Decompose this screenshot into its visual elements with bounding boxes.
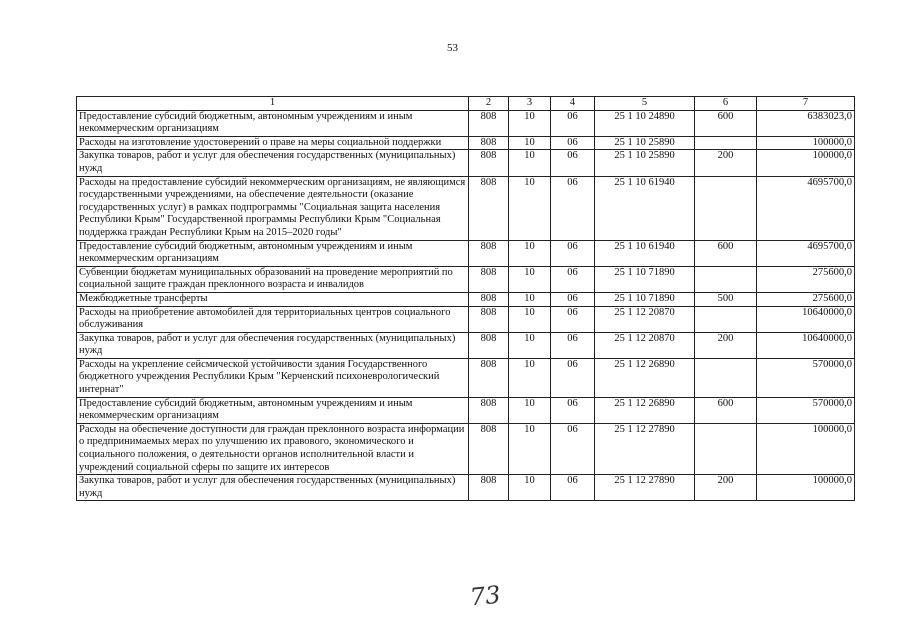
expense-type-code: 200: [695, 332, 757, 358]
table-row: [77, 292, 855, 306]
header-cell: 7: [757, 97, 855, 111]
expense-name: Закупка товаров, работ и услуг для обеспечения государственных (муниципальных) нужд: [77, 475, 469, 501]
expense-type-code: 600: [695, 110, 757, 136]
section-code: 10: [509, 423, 551, 474]
expense-type-code: 500: [695, 292, 757, 306]
ministry-code: 808: [469, 266, 509, 292]
table-row: [77, 475, 855, 501]
handwritten-page-number: 73: [468, 580, 502, 612]
header-row: [77, 97, 855, 111]
subsection-code: 06: [551, 358, 595, 397]
amount: 275600,0: [757, 266, 855, 292]
ministry-code: 808: [469, 423, 509, 474]
expense-name: Субвенции бюджетам муниципальных образований на проведение мероприятий по социальной защите граждан преклонного возраста и инвалидов: [77, 266, 469, 292]
page-number: 53: [447, 42, 458, 54]
expense-name: Закупка товаров, работ и услуг для обеспечения государственных (муниципальных) нужд: [77, 332, 469, 358]
section-code: 10: [509, 240, 551, 266]
section-code: 10: [509, 110, 551, 136]
subsection-code: 06: [551, 136, 595, 150]
amount: 275600,0: [757, 292, 855, 306]
table-row: [77, 397, 855, 423]
target-article-code: 25 1 10 25890: [595, 150, 695, 176]
expense-type-code: [695, 136, 757, 150]
amount: 4695700,0: [757, 240, 855, 266]
expense-type-code: [695, 176, 757, 240]
subsection-code: 06: [551, 176, 595, 240]
expense-type-code: [695, 306, 757, 332]
table-row: [77, 423, 855, 474]
section-code: 10: [509, 292, 551, 306]
amount: 100000,0: [757, 150, 855, 176]
ministry-code: 808: [469, 136, 509, 150]
expense-type-code: [695, 358, 757, 397]
table-row: [77, 332, 855, 358]
expense-name: Расходы на приобретение автомобилей для территориальных центров социального обслуживания: [77, 306, 469, 332]
amount: 6383023,0: [757, 110, 855, 136]
table-row: [77, 266, 855, 292]
header-cell: 1: [77, 97, 469, 111]
subsection-code: 06: [551, 110, 595, 136]
expense-name: Расходы на укрепление сейсмической устойчивости здания Государственного бюджетного учреждения Республики Крым "Керченский психоневрологический интернат": [77, 358, 469, 397]
amount: 570000,0: [757, 397, 855, 423]
ministry-code: 808: [469, 397, 509, 423]
ministry-code: 808: [469, 176, 509, 240]
header-cell: 3: [509, 97, 551, 111]
target-article-code: 25 1 12 26890: [595, 397, 695, 423]
amount: 10640000,0: [757, 332, 855, 358]
section-code: 10: [509, 136, 551, 150]
table-row: [77, 136, 855, 150]
subsection-code: 06: [551, 292, 595, 306]
expense-type-code: 200: [695, 150, 757, 176]
amount: 100000,0: [757, 475, 855, 501]
ministry-code: 808: [469, 358, 509, 397]
target-article-code: 25 1 12 20870: [595, 332, 695, 358]
expense-type-code: 600: [695, 240, 757, 266]
target-article-code: 25 1 10 25890: [595, 136, 695, 150]
target-article-code: 25 1 10 61940: [595, 176, 695, 240]
ministry-code: 808: [469, 110, 509, 136]
section-code: 10: [509, 397, 551, 423]
header-cell: 5: [595, 97, 695, 111]
section-code: 10: [509, 475, 551, 501]
section-code: 10: [509, 306, 551, 332]
target-article-code: 25 1 12 26890: [595, 358, 695, 397]
target-article-code: 25 1 10 71890: [595, 266, 695, 292]
subsection-code: 06: [551, 475, 595, 501]
expense-name: Межбюджетные трансферты: [77, 292, 469, 306]
expense-type-code: 600: [695, 397, 757, 423]
table-row: [77, 110, 855, 136]
subsection-code: 06: [551, 423, 595, 474]
amount: 10640000,0: [757, 306, 855, 332]
budget-table: [76, 96, 855, 501]
ministry-code: 808: [469, 292, 509, 306]
expense-type-code: [695, 266, 757, 292]
subsection-code: 06: [551, 266, 595, 292]
section-code: 10: [509, 150, 551, 176]
target-article-code: 25 1 10 71890: [595, 292, 695, 306]
expense-name: Расходы на предоставление субсидий некоммерческим организациям, не являющимся государственными учреждениями, на обеспечение деятельности (оказание государственных услуг) в рамках подпрограммы "Социальная защита населения Республики Крым" Государственной программы Республики Крым "Социальная поддержка граждан Республики Крым на 2015–2020 годы": [77, 176, 469, 240]
expense-type-code: 200: [695, 475, 757, 501]
section-code: 10: [509, 358, 551, 397]
ministry-code: 808: [469, 332, 509, 358]
section-code: 10: [509, 266, 551, 292]
ministry-code: 808: [469, 475, 509, 501]
target-article-code: 25 1 12 20870: [595, 306, 695, 332]
subsection-code: 06: [551, 150, 595, 176]
ministry-code: 808: [469, 150, 509, 176]
expense-name: Предоставление субсидий бюджетным, автономным учреждениям и иным некоммерческим организациям: [77, 110, 469, 136]
header-cell: 4: [551, 97, 595, 111]
target-article-code: 25 1 10 24890: [595, 110, 695, 136]
table-row: [77, 176, 855, 240]
subsection-code: 06: [551, 240, 595, 266]
amount: 100000,0: [757, 136, 855, 150]
amount: 100000,0: [757, 423, 855, 474]
table-row: [77, 240, 855, 266]
amount: 4695700,0: [757, 176, 855, 240]
subsection-code: 06: [551, 397, 595, 423]
table-row: [77, 358, 855, 397]
expense-name: Расходы на изготовление удостоверений о праве на меры социальной поддержки: [77, 136, 469, 150]
expense-name: Закупка товаров, работ и услуг для обеспечения государственных (муниципальных) нужд: [77, 150, 469, 176]
header-cell: 2: [469, 97, 509, 111]
section-code: 10: [509, 332, 551, 358]
target-article-code: 25 1 10 61940: [595, 240, 695, 266]
target-article-code: 25 1 12 27890: [595, 475, 695, 501]
section-code: 10: [509, 176, 551, 240]
subsection-code: 06: [551, 306, 595, 332]
table-row: [77, 150, 855, 176]
expense-type-code: [695, 423, 757, 474]
expense-name: Расходы на обеспечение доступности для граждан преклонного возраста информации о предпринимаемых мерах по улучшению их правового, экономического и социального положения, о деятельности органов исполнительной власти и учреждений социальной сферы по защите их интересов: [77, 423, 469, 474]
amount: 570000,0: [757, 358, 855, 397]
target-article-code: 25 1 12 27890: [595, 423, 695, 474]
ministry-code: 808: [469, 306, 509, 332]
header-cell: 6: [695, 97, 757, 111]
ministry-code: 808: [469, 240, 509, 266]
expense-name: Предоставление субсидий бюджетным, автономным учреждениям и иным некоммерческим организациям: [77, 240, 469, 266]
expense-name: Предоставление субсидий бюджетным, автономным учреждениям и иным некоммерческим организациям: [77, 397, 469, 423]
table-row: [77, 306, 855, 332]
subsection-code: 06: [551, 332, 595, 358]
